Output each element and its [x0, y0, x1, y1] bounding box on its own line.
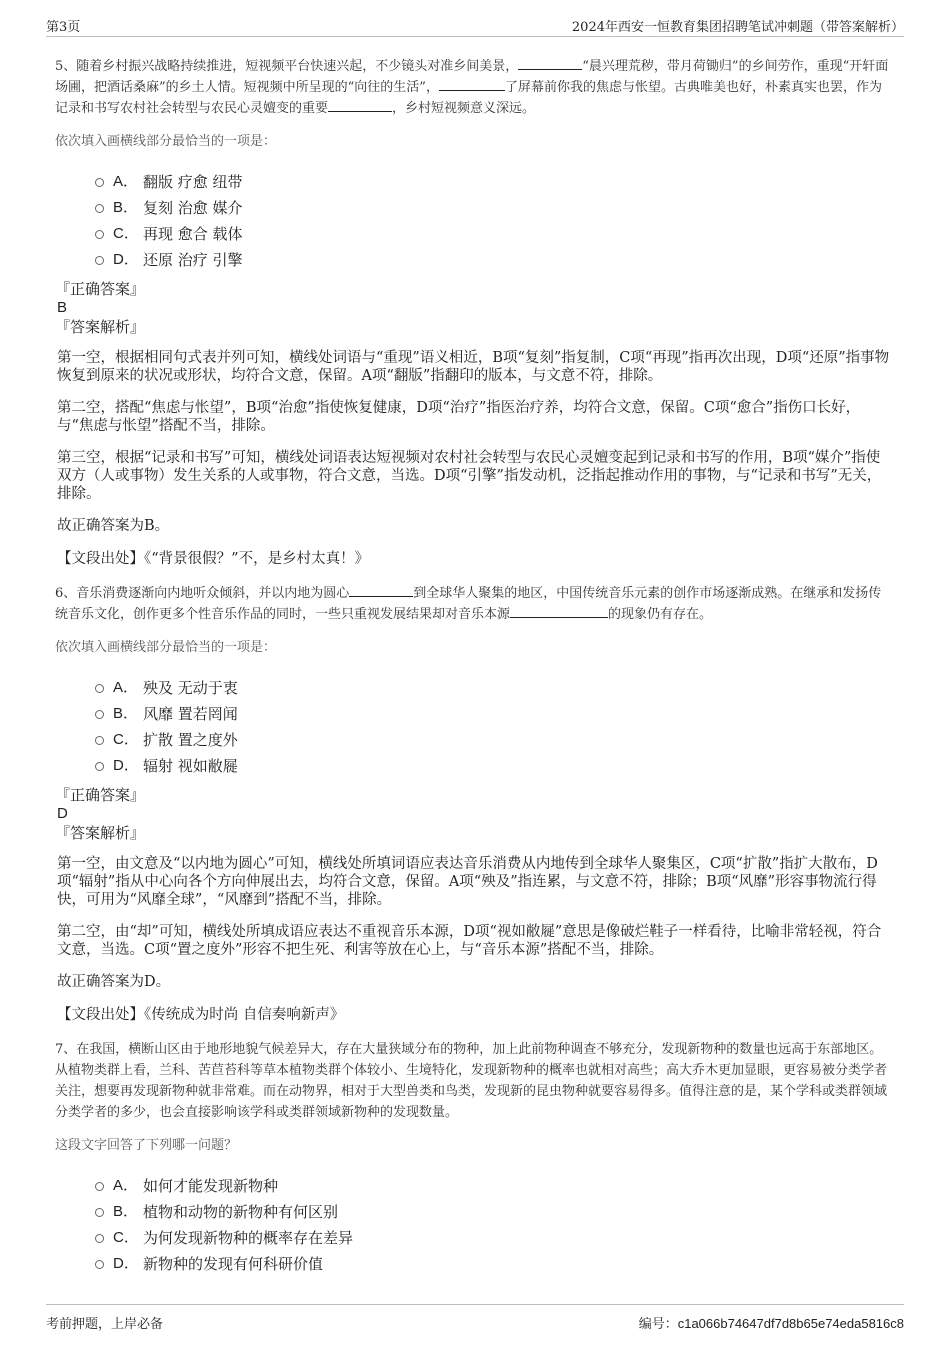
radio-icon[interactable] [95, 204, 104, 213]
content [55, 56, 890, 1283]
document-code: 编号：c1a066b74647df7d8b65e74eda5816c8 [638, 1316, 904, 1332]
question-prompt: 依次填入画横线部分最恰当的一项是： [55, 640, 277, 655]
explanation-paragraph: 第三空，根据“记录和书写”可知，横线处词语表达短视频对农村社会转型与农民心灵嬗变起到记录和书写的作用，B项“媒介”指使双方（人或事物）发生关系的人或事物，符合文意，当选。D项“引擎”指发动机，泛指起推动作用的事物，与“记录和书写”无关，排除。 [57, 450, 882, 502]
answer-value: D [57, 805, 68, 822]
document-title: 2024年西安一恒教育集团招聘笔试冲刺题（带答案解析） [571, 20, 904, 35]
option-b[interactable]: B． 植物和动物的新物种有何区别 [95, 1199, 890, 1225]
radio-icon[interactable] [95, 1234, 104, 1243]
source: 【文段出处】《“背景很假？”不，是乡村太真！》 [57, 551, 370, 567]
option-b[interactable]: B． 风靡 置若罔闻 [95, 701, 890, 727]
option-c[interactable]: C． 扩散 置之度外 [95, 727, 890, 753]
option-a[interactable]: A． 翻版 疗愈 纽带 [95, 169, 890, 195]
option-c[interactable]: C． 为何发现新物种的概率存在差异 [95, 1225, 890, 1251]
radio-icon[interactable] [95, 230, 104, 239]
question-6 [55, 583, 890, 1025]
source: 【文段出处】《传统成为时尚 自信奏响新声》 [57, 1007, 345, 1023]
blank [349, 583, 413, 597]
option-c[interactable]: C． 再现 愈合 载体 [95, 221, 890, 247]
question-5 [55, 56, 890, 569]
explanation-paragraph: 第二空，由“却”可知，横线处所填成语应表达不重视音乐本源，D项“视如敝屣”意思是像破烂鞋子一样看待，比喻非常轻视，符合文意，当选。C项“置之度外”形容不把生死、利害等放在心上，与“音乐本源”搭配不当，排除。 [57, 924, 882, 958]
options-list [95, 675, 890, 779]
radio-icon[interactable] [95, 762, 104, 771]
option-d[interactable]: D． 辐射 视如敝屣 [95, 753, 890, 779]
question-prompt: 这段文字回答了下列哪一问题？ [55, 1138, 238, 1153]
explanation-paragraph: 故正确答案为B。 [57, 518, 170, 534]
answer-value: B [57, 299, 68, 316]
blank [328, 98, 392, 112]
question-text: 6、音乐消费逐渐向内地听众倾斜，并以内地为圆心 到全球华人聚集的地区，中国传统音乐元素的创作市场逐渐成熟。在继承和发扬传统音乐文化，创作更多个性音乐作品的同时，一些只重视发展结果却对音乐本源 的现象仍有存在。 [55, 583, 890, 625]
analysis-label: 『答案解析』 [55, 318, 146, 336]
blank [518, 56, 582, 70]
radio-icon[interactable] [95, 736, 104, 745]
radio-icon[interactable] [95, 1182, 104, 1191]
explanation-paragraph: 故正确答案为D。 [57, 974, 171, 990]
option-a[interactable]: A． 如何才能发现新物种 [95, 1173, 890, 1199]
question-text: 7、在我国，横断山区由于地形地貌气候差异大，存在大量狭域分布的物种，加上此前物种调查不够充分，发现新物种的数量也远高于东部地区。从植物类群上看，兰科、苦苣苔科等草本植物类群个体较小、生境特化，发现新物种的概率也就相对高些；高大乔木更加显眼，更容易被分类学者关注，想要再发现新物种就非常难。而在动物界，相对于大型兽类和鸟类，发现新的昆虫物种就要容易得多。值得注意的是，某个学科或类群领域分类学者的多少，也会直接影响该学科或类群领域新物种的发现数量。 [55, 1042, 888, 1120]
page-footer [46, 1304, 904, 1331]
options-list [95, 1173, 890, 1277]
explanation-paragraph: 第二空，搭配“焦虑与怅望”，B项“治愈”指使恢复健康，D项“治疗”指医治疗养，均符合文意，保留。C项“愈合”指伤口长好，与“焦虑与怅望”搭配不当，排除。 [57, 400, 861, 434]
question-prompt: 依次填入画横线部分最恰当的一项是： [55, 134, 277, 149]
answer-label: 『正确答案』 [55, 786, 146, 804]
question-text: 5、随着乡村振兴战略持续推进，短视频平台快速兴起，不少镜头对准乡间美景， “晨兴理荒秽，带月荷锄归”的乡间劳作，重现“开轩面场圃，把酒话桑麻”的乡土人情。短视频中所呈现的“向往的生活”， 了屏幕前你我的焦虑与怅望。古典唯美也好，朴素真实也罢，作为记录和书写农村社会转型与农民心灵嬗变的重要 ，乡村短视频意义深远。 [55, 56, 890, 119]
radio-icon[interactable] [95, 256, 104, 265]
question-7 [55, 1039, 890, 1277]
options-list [95, 169, 890, 273]
option-a[interactable]: A． 殃及 无动于衷 [95, 675, 890, 701]
option-d[interactable]: D． 还原 治疗 引擎 [95, 247, 890, 273]
option-d[interactable]: D． 新物种的发现有何科研价值 [95, 1251, 890, 1277]
option-b[interactable]: B． 复刻 治愈 媒介 [95, 195, 890, 221]
explanation-paragraph: 第一空，由文意及“以内地为圆心”可知，横线处所填词语应表达音乐消费从内地传到全球华人聚集区，C项“扩散”指扩大散布，D项“辐射”指从中心向各个方向伸展出去，均符合文意，保留。A项“殃及”指连累，与文意不符，排除；B项“风靡”形容事物流行得快，可用为“风靡全球”，“风靡到”搭配不当，排除。 [57, 856, 878, 908]
answer-label: 『正确答案』 [55, 280, 146, 298]
blank [439, 77, 505, 91]
radio-icon[interactable] [95, 178, 104, 187]
blank [510, 604, 608, 618]
radio-icon[interactable] [95, 1208, 104, 1217]
radio-icon[interactable] [95, 684, 104, 693]
radio-icon[interactable] [95, 1260, 104, 1269]
footer-slogan: 考前押题，上岸必备 [46, 1317, 164, 1332]
explanation-paragraph: 第一空，根据相同句式表并列可知，横线处词语与“重现”语义相近，B项“复刻”指复制，C项“再现”指再次出现，D项“还原”指事物恢复到原来的状况或形状，均符合文意，保留。A项“翻版”指翻印的版本，与文意不符，排除。 [57, 350, 890, 384]
radio-icon[interactable] [95, 710, 104, 719]
page-number: 第3页 [46, 20, 81, 35]
analysis-label: 『答案解析』 [55, 824, 146, 842]
page-header [46, 14, 904, 37]
